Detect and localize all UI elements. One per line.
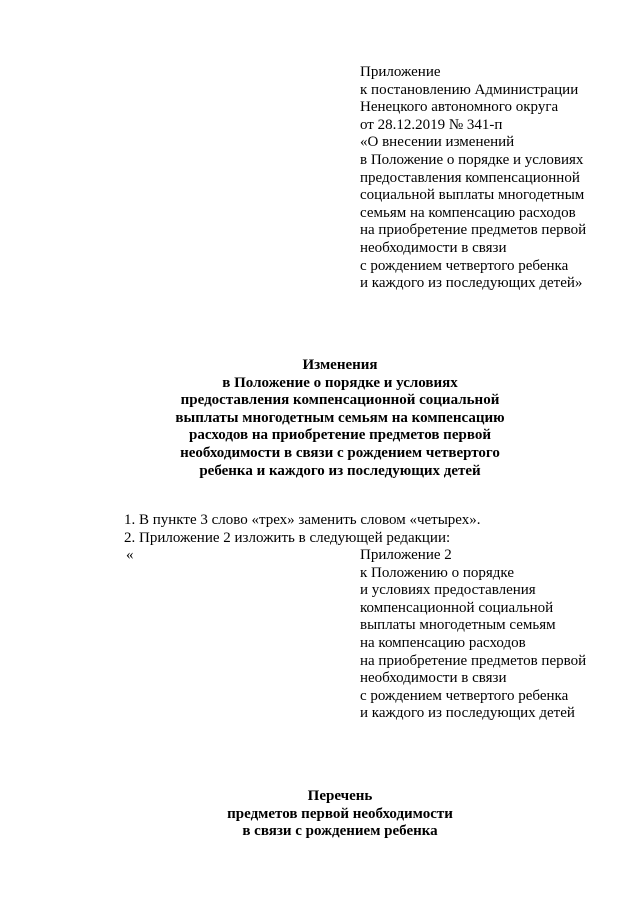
appendix-header-line: на приобретение предметов первой [360,222,587,239]
opening-quote-mark: « [126,547,134,563]
appendix-header-block [360,64,620,293]
list-heading-title: Перечень [307,788,373,804]
appendix-header-date-number: от 28.12.2019 № 341-п [360,116,503,133]
appendix-header-line: необходимости в связи [360,239,507,256]
appendix-header-line: и каждого из последующих детей» [360,275,583,292]
appendix-2-line: на приобретение предметов первой [360,652,587,669]
appendix-header-line: предоставления компенсационной [360,169,580,186]
changes-heading-line: предоставления компенсационной социальной [180,392,500,409]
change-item-2: 2. Приложение 2 изложить в следующей редакции: [124,529,451,546]
appendix-2-title: Приложение 2 [360,547,452,563]
appendix-header-line: семьям на компенсацию расходов [360,204,576,221]
appendix-2-line: выплаты многодетным семьям [360,617,556,634]
changes-heading-line: необходимости в связи с рождением четвертого [180,444,500,461]
appendix-header-line: Ненецкого автономного округа [360,99,559,116]
list-heading-line: в связи с рождением ребенка [242,823,438,840]
appendix-2-line: на компенсацию расходов [360,634,526,651]
appendix-2-line: к Положению о порядке [360,564,514,581]
changes-heading-line: выплаты многодетным семьям на компенсацию [175,409,505,426]
appendix-header-line: к постановлению Администрации [360,81,579,98]
list-heading [160,788,520,841]
appendix-2-line: с рождением четвертого ребенка [360,687,569,704]
appendix-header-line: в Положение о порядке и условиях [360,151,584,168]
change-item-1: 1. В пункте 3 слово «трех» заменить словом «четырех». [124,512,481,528]
appendix-header-line: «О внесении изменений [360,134,515,151]
changes-heading-line: ребенка и каждого из последующих детей [199,462,481,479]
appendix-2-line: и каждого из последующих детей [360,705,575,722]
list-heading-line: предметов первой необходимости [227,805,453,822]
appendix-2-line: компенсационной социальной [360,599,554,616]
changes-heading [130,357,550,480]
appendix-header-line: с рождением четвертого ребенка [360,257,569,274]
changes-heading-title: Изменения [302,357,378,373]
changes-heading-line: в Положение о порядке и условиях [222,374,458,391]
changes-heading-line: расходов на приобретение предметов первой [189,427,491,444]
change-items-list [124,512,604,547]
appendix-2-line: необходимости в связи [360,670,507,687]
appendix-2-block [360,547,620,723]
appendix-header-line: социальной выплаты многодетным [360,187,585,204]
appendix-header-title: Приложение [360,64,441,80]
appendix-2-line: и условиях предоставления [360,582,536,599]
